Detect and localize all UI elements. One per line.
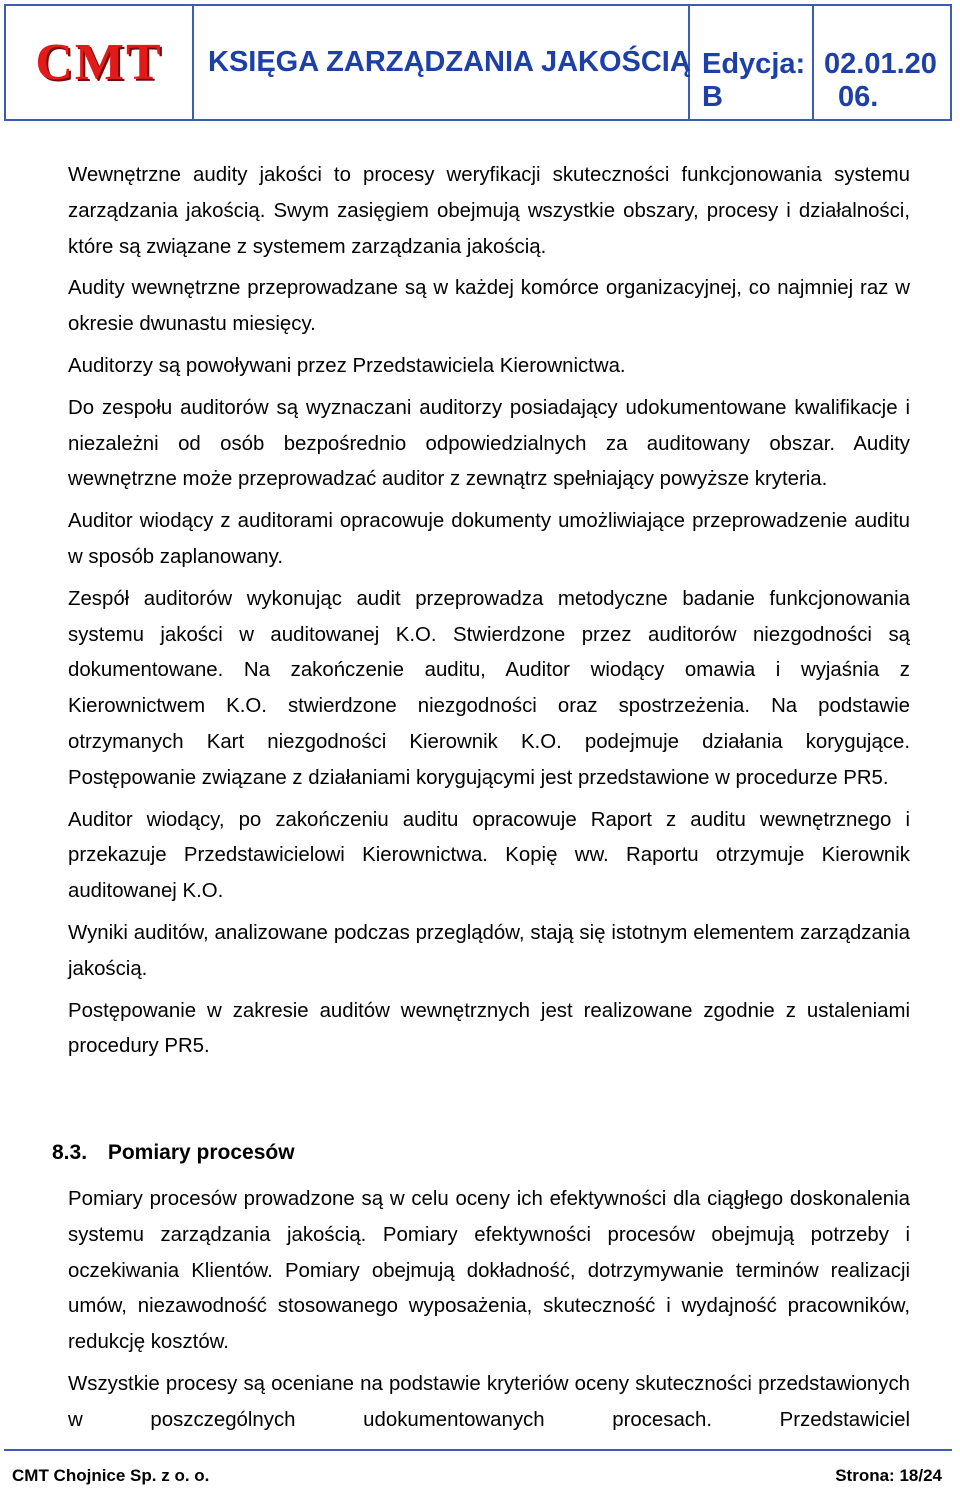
company-logo: CMT [35, 34, 163, 91]
main-text [68, 158, 910, 1071]
paragraph: Wewnętrzne audity jakości to procesy weryfikacji skuteczności funkcjonowania systemu zarządzania jakością. Swym zasięgiem obejmują wszystkie obszary, procesy i działalności, które są związane z systemem zarządzania jakością. [68, 164, 910, 258]
paragraph: Do zespołu auditorów są wyznaczani auditorzy posiadający udokumentowane kwalifikacje i niezależni od osób bezpośrednio odpowiedzialnych za auditowany obszar. Audity wewnętrzne może przeprowadzać auditor z zewnątrz spełniający powyższe kryteria. [68, 396, 910, 491]
section-text [68, 1182, 910, 1445]
edition-label: Edycja: [702, 48, 806, 80]
paragraph: Zespół auditorów wykonując audit przeprowadza metodyczne badanie funkcjonowania systemu jakości w auditowanej K.O. Stwierdzone przez auditorów niezgodności są dokumentowane. Na zakończenie auditu, Auditor wiodący omawia i wyjaśnia z Kierownictwem K.O. stwierdzone niezgodności oraz spostrzeżenia. Na podstawie otrzymanych Kart niezgodności Kierownik K.O. podejmuje działania korygujące. Postępowanie związane z działaniami korygującymi jest przedstawione w procedurze PR5. [68, 587, 910, 789]
section-title: Pomiary procesów [107, 1141, 295, 1164]
edition-cell [690, 6, 814, 119]
title-cell [194, 6, 690, 119]
footer-company: CMT Chojnice Sp. z o. o. [12, 1466, 210, 1485]
paragraph: Auditorzy są powoływani przez Przedstawiciela Kierownictwa. [68, 354, 626, 377]
paragraph: Wszystkie procesy są oceniane na podstawie kryteriów oceny skuteczności przedstawionych w poszczególnych udokumentowanych procesach. Przedstawiciel [68, 1372, 910, 1431]
edition-value: B [702, 81, 723, 113]
date-line-2: 06. [838, 81, 879, 113]
document-header [4, 4, 952, 121]
paragraph: Auditor wiodący z auditorami opracowuje dokumenty umożliwiające przeprowadzenie auditu w sposób zaplanowany. [68, 510, 910, 568]
paragraph: Pomiary procesów prowadzone są w celu oceny ich efektywności dla ciągłego doskonalenia systemu zarządzania jakością. Pomiary efektywności procesów obejmują potrzeby i oczekiwania Klientów. Pomiary obejmują dokładność, dotrzymywanie terminów realizacji umów, niezawodność stosowanego wyposażenia, skuteczność i wydajność pracowników, redukcję kosztów. [68, 1188, 910, 1354]
date-cell [814, 6, 950, 119]
footer-page [835, 1466, 942, 1486]
date-line-1: 02.01.20 [824, 48, 937, 80]
paragraph: Audity wewnętrzne przeprowadzane są w każdej komórce organizacyjnej, co najmniej raz w okresie dwunastu miesięcy. [68, 277, 910, 336]
section-number: 8.3. [52, 1141, 88, 1164]
page-number: 18/24 [899, 1466, 942, 1485]
document-title: KSIĘGA ZARZĄDZANIA JAKOŚCIĄ [208, 46, 691, 78]
paragraph: Wyniki auditów, analizowane podczas przeglądów, stają się istotnym elementem zarządzania jakością. [68, 921, 910, 980]
page-label: Strona: [835, 1466, 895, 1485]
section-heading [52, 1141, 295, 1165]
paragraph: Postępowanie w zakresie auditów wewnętrznych jest realizowane zgodnie z ustaleniami procedury PR5. [68, 999, 910, 1058]
paragraph: Auditor wiodący, po zakończeniu auditu opracowuje Raport z auditu wewnętrznego i przekazuje Przedstawicielowi Kierownictwa. Kopię ww. Raportu otrzymuje Kierownik auditowanej K.O. [68, 808, 910, 903]
footer-divider [4, 1449, 952, 1451]
logo-cell [6, 6, 194, 119]
